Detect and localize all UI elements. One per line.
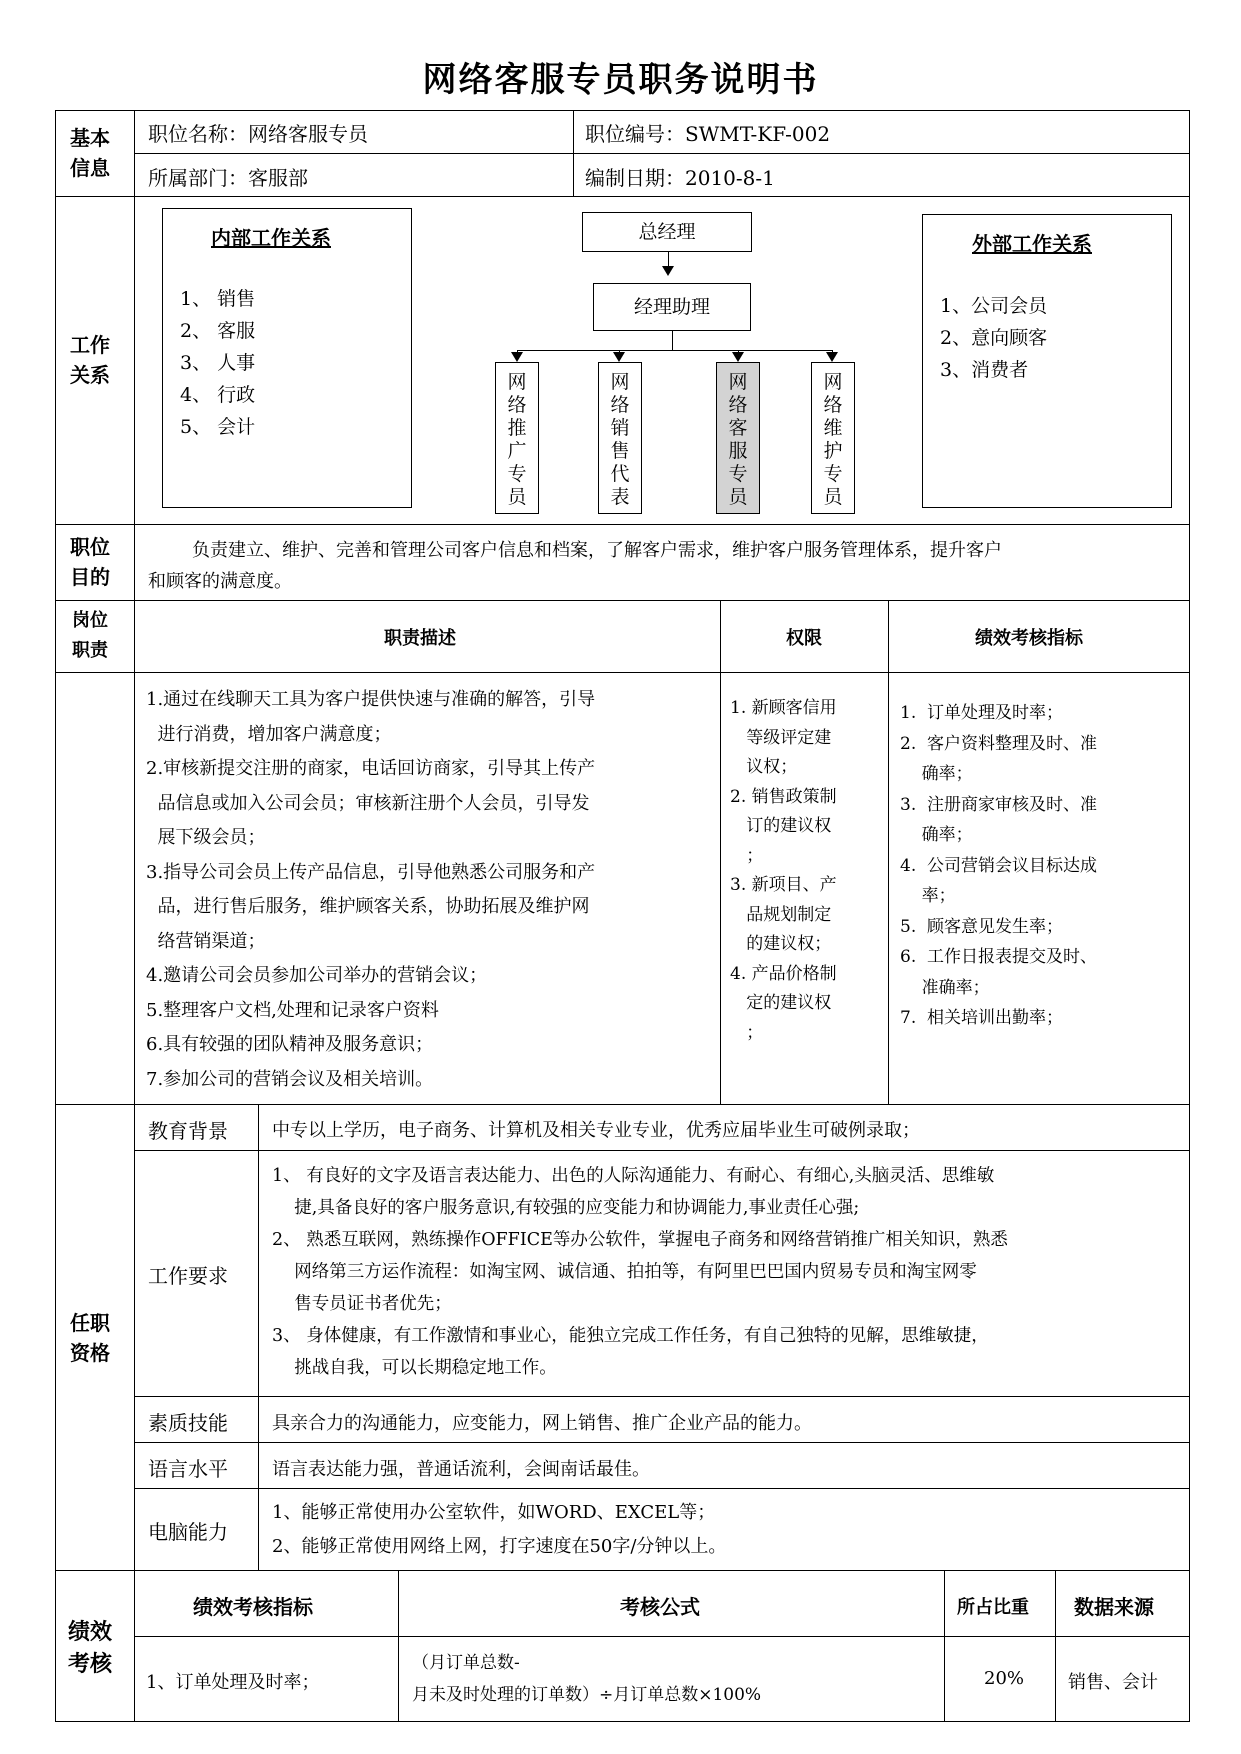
internal-item: 1、 销售 xyxy=(180,288,256,310)
computer-label: 电脑能力 xyxy=(148,1520,228,1544)
org-arrow xyxy=(732,352,744,362)
duty-line: 2.审核新提交注册的商家，电话回访商家，引导其上传产 xyxy=(146,758,596,779)
qualification-section-label: 任职 资格 xyxy=(70,1311,110,1365)
purpose-text: 和顾客的满意度。 xyxy=(148,571,292,592)
duties-header-authority: 权限 xyxy=(786,628,822,649)
kpi-line: 率； xyxy=(900,886,956,906)
duty-line: 4.邀请公司会员参加公司举办的营销会议； xyxy=(146,965,488,986)
duty-line: 进行消费，增加客户满意度； xyxy=(146,723,392,745)
duties-section-label: 岗位 职责 xyxy=(72,610,108,661)
purpose-section-label: 职位 目的 xyxy=(70,535,110,589)
position-code: 职位编号：SWMT-KF-002 xyxy=(585,122,831,146)
work-requirements-list xyxy=(272,1160,1008,1384)
computer-text: 2、能够正常使用网络上网，打字速度在50字/分钟以上。 xyxy=(272,1536,727,1557)
duty-line: 展下级会员； xyxy=(146,827,266,848)
org-sub-maintenance: 网 络 维 护 专 员 xyxy=(811,362,855,514)
kpi-line: 1. 订单处理及时率； xyxy=(900,703,1064,723)
org-arrow xyxy=(613,352,625,362)
basic-section-label: 基本 信息 xyxy=(70,126,110,180)
education-text: 中专以上学历，电子商务、计算机及相关专业专业，优秀应届毕业生可破例录取； xyxy=(272,1120,920,1141)
compile-date: 编制日期：2010-8-1 xyxy=(585,166,775,190)
org-arrow xyxy=(662,266,674,276)
quality-text: 具亲合力的沟通能力，应变能力，网上销售、推广企业产品的能力。 xyxy=(272,1413,812,1434)
duties-header-desc: 职责描述 xyxy=(384,628,456,649)
work-requirement-line: 网络第三方运作流程：如淘宝网、诚信通、拍拍等，有阿里巴巴国内贸易专员和淘宝网零 xyxy=(272,1262,977,1282)
department: 所属部门：客服部 xyxy=(148,166,308,190)
quality-label: 素质技能 xyxy=(148,1411,228,1435)
org-sub-sales: 网 络 销 售 代 表 xyxy=(598,362,642,514)
external-item: 1、公司会员 xyxy=(940,295,1048,317)
internal-relations-title: 内部工作关系 xyxy=(211,226,331,250)
kpi-line: 6. 工作日报表提交及时、 xyxy=(900,947,1098,967)
authority-line: 4. 产品价格制 xyxy=(730,963,837,984)
external-relations-title: 外部工作关系 xyxy=(972,232,1092,256)
internal-item: 4、 行政 xyxy=(180,384,256,406)
perf-indicator: 1、订单处理及时率； xyxy=(146,1672,320,1693)
perf-formula: 月未及时处理的订单数）÷月订单总数×100% xyxy=(412,1685,762,1705)
kpi-line: 确率； xyxy=(900,825,973,845)
perf-header-source: 数据来源 xyxy=(1074,1595,1154,1619)
org-arrow xyxy=(511,352,523,362)
duties-header-kpi: 绩效考核指标 xyxy=(975,628,1083,649)
performance-section-label: 绩效 考核 xyxy=(67,1619,112,1677)
duties-authority-list xyxy=(730,694,837,1048)
computer-text: 1、能够正常使用办公室软件，如WORD、EXCEL等； xyxy=(272,1502,716,1523)
authority-line: 定的建议权 xyxy=(730,993,832,1013)
authority-line: 1. 新顾客信用 xyxy=(730,698,837,718)
kpi-line: 2. 客户资料整理及时、准 xyxy=(900,733,1098,754)
work-requirement-line: 3、 身体健康，有工作激情和事业心，能独立完成工作任务，有自己独特的见解，思维敏捷， xyxy=(272,1326,989,1346)
authority-line: 3. 新项目、产 xyxy=(730,875,837,895)
org-manager-assistant: 经理助理 xyxy=(593,283,751,331)
language-text: 语言表达能力强，普通话流利，会闽南话最佳。 xyxy=(272,1459,650,1480)
org-sub-promotion: 网 络 推 广 专 员 xyxy=(495,362,539,514)
kpi-line: 准确率； xyxy=(900,977,990,998)
duties-kpi-list xyxy=(900,698,1097,1034)
position-name: 职位名称：网络客服专员 xyxy=(148,122,368,146)
kpi-line: 7. 相关培训出勤率； xyxy=(900,1008,1064,1028)
duty-line: 5.整理客户文档,处理和记录客户资料 xyxy=(146,999,439,1021)
duty-line: 7.参加公司的营销会议及相关培训。 xyxy=(146,1068,434,1090)
authority-line: 订的建议权 xyxy=(730,816,832,836)
work-requirement-line: 1、 有良好的文字及语言表达能力、出色的人际沟通能力、有耐心、有细心,头脑灵活、思维敏 xyxy=(272,1166,995,1186)
internal-item: 5、 会计 xyxy=(180,416,256,438)
authority-line: 议权； xyxy=(730,757,798,777)
duty-line: 品，进行售后服务，维护顾客关系，协助拓展及维护网 xyxy=(146,896,590,917)
internal-item: 2、 客服 xyxy=(180,320,256,342)
work-requirements-label: 工作要求 xyxy=(148,1264,228,1288)
org-general-manager: 总经理 xyxy=(582,212,752,252)
authority-line: ； xyxy=(730,845,764,866)
duty-line: 络营销渠道； xyxy=(146,930,266,952)
perf-weight: 20% xyxy=(984,1668,1025,1689)
authority-line: ； xyxy=(730,1022,764,1043)
language-label: 语言水平 xyxy=(148,1457,228,1481)
internal-item: 3、 人事 xyxy=(180,352,256,374)
work-requirement-line: 捷,具备良好的客户服务意识,有较强的应变能力和协调能力,事业责任心强; xyxy=(272,1198,860,1218)
work-requirement-line: 2、 熟悉互联网，熟练操作OFFICE等办公软件，掌握电子商务和网络营销推广相关知识，熟悉 xyxy=(272,1230,1008,1250)
relations-section-label: 工作 关系 xyxy=(70,333,110,387)
duties-desc-list xyxy=(146,683,595,1097)
authority-line: 2. 销售政策制 xyxy=(730,786,837,807)
org-sub-service: 网 络 客 服 专 员 xyxy=(716,362,760,514)
purpose-text: 负责建立、维护、完善和管理公司客户信息和档案，了解客户需求，维护客户服务管理体系，提升客户 xyxy=(192,540,1002,561)
duty-line: 品信息或加入公司会员；审核新注册个人会员，引导发 xyxy=(146,792,590,814)
duty-line: 6.具有较强的团队精神及服务意识； xyxy=(146,1034,434,1055)
external-item: 2、意向顾客 xyxy=(940,327,1048,349)
kpi-line: 5. 顾客意见发生率； xyxy=(900,916,1064,937)
perf-formula: （月订单总数- xyxy=(412,1653,520,1673)
work-requirement-line: 挑战自我，可以长期稳定地工作。 xyxy=(272,1358,557,1378)
duty-line: 1.通过在线聊天工具为客户提供快速与准确的解答，引导 xyxy=(146,689,596,710)
duty-line: 3.指导公司会员上传产品信息，引导他熟悉公司服务和产 xyxy=(146,861,596,883)
work-requirement-line: 售专员证书者优先； xyxy=(272,1294,452,1314)
org-arrow xyxy=(826,352,838,362)
authority-line: 品规划制定 xyxy=(730,904,832,925)
perf-header-formula: 考核公式 xyxy=(620,1595,700,1619)
authority-line: 的建议权； xyxy=(730,934,832,954)
perf-header-indicator: 绩效考核指标 xyxy=(193,1595,313,1619)
document-title: 网络客服专员职务说明书 xyxy=(422,60,819,100)
kpi-line: 3. 注册商家审核及时、准 xyxy=(900,794,1098,815)
perf-header-weight: 所占比重 xyxy=(957,1597,1029,1618)
external-item: 3、消费者 xyxy=(940,359,1029,381)
perf-source: 销售、会计 xyxy=(1068,1672,1158,1693)
kpi-line: 确率； xyxy=(900,764,973,784)
education-label: 教育背景 xyxy=(148,1119,228,1143)
authority-line: 等级评定建 xyxy=(730,727,832,748)
kpi-line: 4. 公司营销会议目标达成 xyxy=(900,855,1098,876)
